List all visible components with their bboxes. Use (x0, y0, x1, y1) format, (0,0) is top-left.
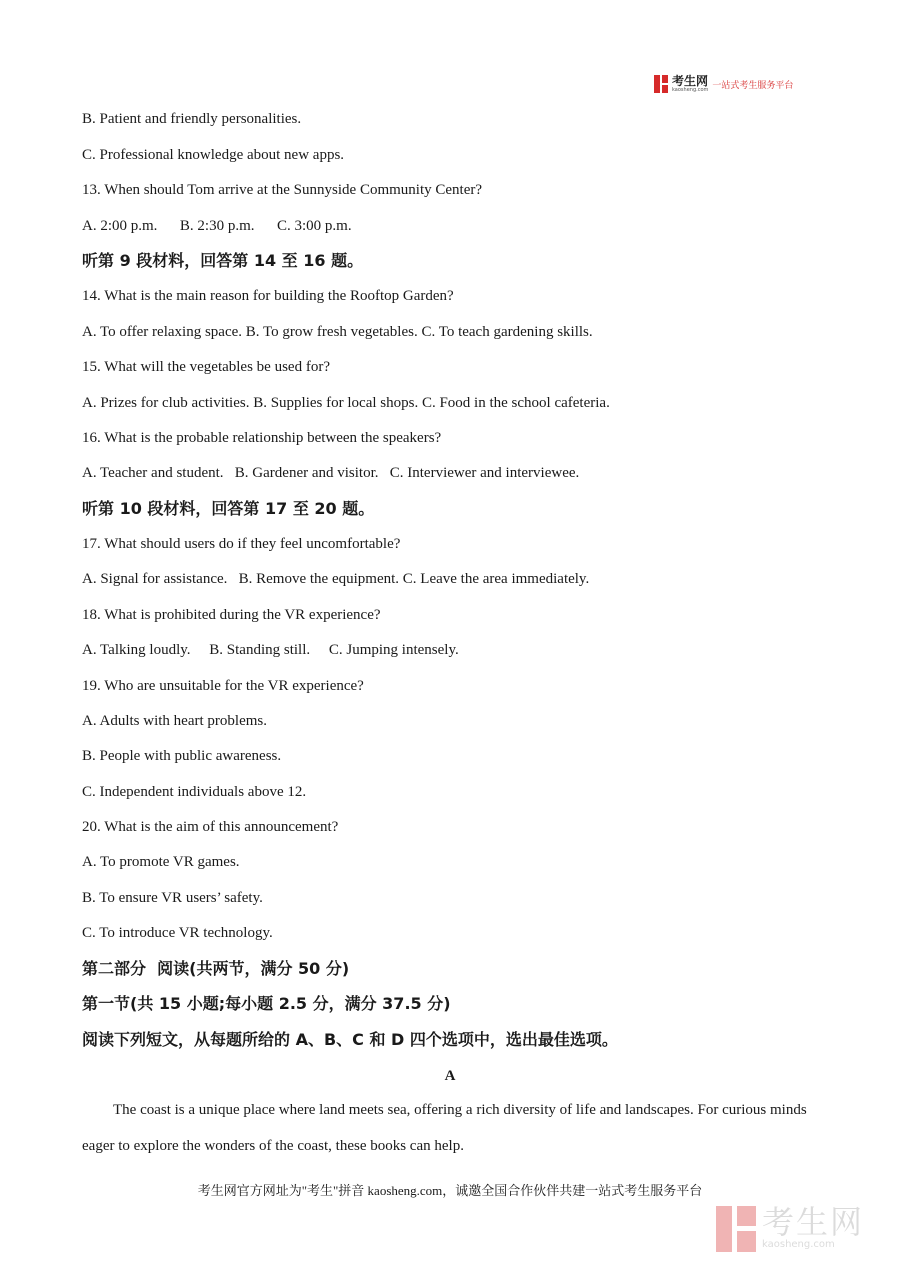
option-19-a: A. Adults with heart problems. (82, 713, 267, 729)
kaosheng-logo-icon (654, 75, 668, 93)
passage-paragraph: The coast is a unique place where land meets sea, offering a rich diversity of life and landscapes. For curious minds eager to explore the wonders of the coast, these books can help. (82, 1102, 807, 1154)
options-14: A. To offer relaxing space. B. To grow fresh vegetables. C. To teach gardening skills. (82, 324, 593, 340)
question-18: 18. What is prohibited during the VR experience? (82, 607, 381, 623)
kaosheng-watermark-icon (716, 1206, 756, 1252)
question-13: 13. When should Tom arrive at the Sunnyside Community Center? (82, 182, 483, 198)
question-15: 15. What will the vegetables be used for? (82, 359, 330, 375)
question-14: 14. What is the main reason for building the Rooftop Garden? (82, 288, 454, 304)
logo-domain: kaosheng.com (672, 87, 709, 93)
options-18: A. Talking loudly. B. Standing still. C. Jumping intensely. (82, 642, 459, 658)
reading-instructions: 阅读下列短文，从每题所给的 A、B、C 和 D 四个选项中，选出最佳选项。 (82, 1030, 618, 1049)
options-17: A. Signal for assistance. B. Remove the equipment. C. Leave the area immediately. (82, 571, 590, 587)
logo-slogan: 一站式考生服务平台 (712, 80, 794, 91)
watermark (716, 1203, 865, 1256)
passage-title: A (444, 1068, 456, 1084)
option-20-a: A. To promote VR games. (82, 854, 240, 870)
section-heading-9: 听第 9 段材料，回答第 14 至 16 题。 (82, 251, 364, 270)
section-heading-10: 听第 10 段材料，回答第 17 至 20 题。 (82, 499, 375, 518)
option-20-b: B. To ensure VR users’ safety. (82, 890, 263, 906)
part-two-heading: 第二部分 阅读(共两节，满分 50 分) (82, 959, 350, 978)
options-15: A. Prizes for club activities. B. Supplies for local shops. C. Food in the school cafeteria. (82, 395, 610, 411)
watermark-brand: 考生网 (762, 1203, 865, 1241)
header-logo (654, 74, 793, 94)
section-one-heading: 第一节(共 15 小题;每小题 2.5 分，满分 37.5 分) (82, 994, 451, 1013)
options-16: A. Teacher and student. B. Gardener and visitor. C. Interviewer and interviewee. (82, 465, 580, 481)
question-17: 17. What should users do if they feel uncomfortable? (82, 536, 401, 552)
question-19: 19. Who are unsuitable for the VR experience? (82, 678, 364, 694)
option-20-c: C. To introduce VR technology. (82, 925, 273, 941)
option-19-c: C. Independent individuals above 12. (82, 784, 307, 800)
question-20: 20. What is the aim of this announcement? (82, 819, 339, 835)
logo-brand: 考生网 (672, 74, 709, 88)
page-footer: 考生网官方网址为"考生"拼音 kaosheng.com，诚邀全国合作伙伴共建一站式考生服务平台 (197, 1183, 703, 1198)
option-12-b: B. Patient and friendly personalities. (82, 111, 302, 127)
question-16: 16. What is the probable relationship between the speakers? (82, 430, 442, 446)
option-19-b: B. People with public awareness. (82, 748, 282, 764)
watermark-domain: kaosheng.com (762, 1239, 835, 1250)
option-12-c: C. Professional knowledge about new apps. (82, 147, 345, 163)
options-13: A. 2:00 p.m. B. 2:30 p.m. C. 3:00 p.m. (82, 218, 352, 234)
